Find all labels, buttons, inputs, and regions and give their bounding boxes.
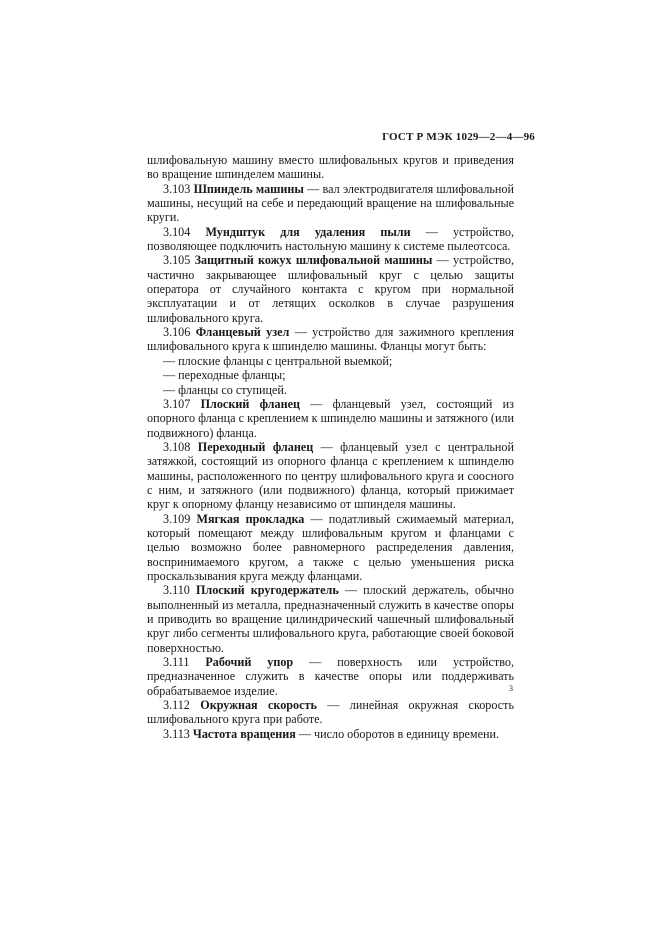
definition-number: 3.108 xyxy=(163,439,191,454)
definition-text: — вал электродвигателя шлифовальной машины, несущий на себе и передающий вращение на шлифовальные круги. xyxy=(147,181,514,225)
definition-number: 3.103 xyxy=(163,181,191,196)
page-number: 3 xyxy=(509,684,513,693)
definition-text: — устройство для зажимного крепления шлифовального круга к шпинделю машины. Фланцы могут быть: xyxy=(147,325,514,354)
definition-3-111 xyxy=(147,655,514,698)
definition-text: — число оборотов в единицу времени. xyxy=(295,726,500,741)
definition-3-113 xyxy=(147,727,514,741)
definition-text: — фланцевый узел, состоящий из опорного фланца с креплением к шпинделю машины и затяжного (или подвижного) фланца. xyxy=(147,396,514,440)
definition-term: Защитный кожух шлифовальной машины xyxy=(194,253,433,268)
definition-text: — линейная окружная скорость шлифовального круга при работе. xyxy=(147,698,514,727)
definition-term: Переходный фланец xyxy=(197,439,314,454)
definition-term: Рабочий упор xyxy=(205,655,294,670)
definition-number: 3.113 xyxy=(163,726,190,741)
definition-3-105 xyxy=(147,253,514,325)
definition-term: Окружная скорость xyxy=(200,698,317,713)
definition-number: 3.112 xyxy=(163,698,190,713)
standard-header: ГОСТ Р МЭК 1029—2—4—96 xyxy=(382,131,535,143)
definition-term: Плоский кругодержатель xyxy=(195,583,339,598)
definition-3-104 xyxy=(147,225,514,254)
definition-text: — устройство, позволяющее подключить настольную машину к системе пылеотсоса. xyxy=(147,224,514,254)
definition-term: Плоский фланец xyxy=(200,396,300,411)
definition-3-107 xyxy=(147,397,514,440)
definition-text: — плоский держатель, обычно выполненный из металла, предназначенный служить в качестве опоры и приводить во вращение цилиндрический чашечный шлифовальный круг либо сегменты шлифовального круга, работающие своей боковой поверхностью. xyxy=(147,583,514,655)
flange-type-item: — переходные фланцы; xyxy=(163,368,286,383)
definition-number: 3.106 xyxy=(163,325,191,340)
definition-3-110 xyxy=(147,583,514,655)
definition-number: 3.109 xyxy=(163,511,191,526)
definition-3-112 xyxy=(147,698,514,727)
definition-number: 3.111 xyxy=(163,655,190,670)
definition-term: Шпиндель машины xyxy=(193,181,304,196)
definition-text: — фланцевый узел с центральной затяжкой, состоящий из опорного фланца с креплением к шпинделю машины, расположенного по центру шлифовального круга и соосного с ним, и затяжного (или подвижного) фланца, который прижимает круг к опорному фланцу независимо от шпинделя машины. xyxy=(147,439,514,512)
definition-number: 3.105 xyxy=(163,253,191,268)
flange-type-item: — фланцы со ступицей. xyxy=(163,382,287,397)
definition-number: 3.104 xyxy=(163,224,191,239)
flange-type-item: — плоские фланцы с центральной выемкой; xyxy=(163,353,393,368)
intro-paragraph: шлифовальную машину вместо шлифовальных кругов и приведения во вращение шпинделем машины. xyxy=(147,153,514,182)
definition-text: — устройство, частично закрывающее шлифовальный круг с целью защиты оператора от случайного контакта с кругом при нормальной эксплуатации и от летящих осколков в случае разрушения шлифовального круга. xyxy=(147,253,514,325)
definition-3-108 xyxy=(147,440,514,512)
definition-term: Фланцевый узел xyxy=(195,325,290,340)
definition-3-109 xyxy=(147,512,514,584)
definition-term: Частота вращения xyxy=(192,726,296,741)
definition-3-103 xyxy=(147,182,514,225)
definition-term: Мундштук для удаления пыли xyxy=(205,224,411,239)
definition-3-106 xyxy=(147,325,514,354)
document-body xyxy=(147,153,514,741)
definition-term: Мягкая прокладка xyxy=(196,511,305,526)
definition-text: — поверхность или устройство, предназначенное служить в качестве опоры или поддерживать обрабатываемое изделие. xyxy=(147,655,514,698)
definition-text: — податливый сжимаемый материал, который помещают между шлифовальным кругом и фланцами с целью возможно более равномерного распределения давления, воспринимаемого кругом, а также с целью уменьшения риска проскальзывания круга между фланцами. xyxy=(147,511,514,583)
definition-number: 3.107 xyxy=(163,396,191,411)
definition-number: 3.110 xyxy=(163,583,190,598)
